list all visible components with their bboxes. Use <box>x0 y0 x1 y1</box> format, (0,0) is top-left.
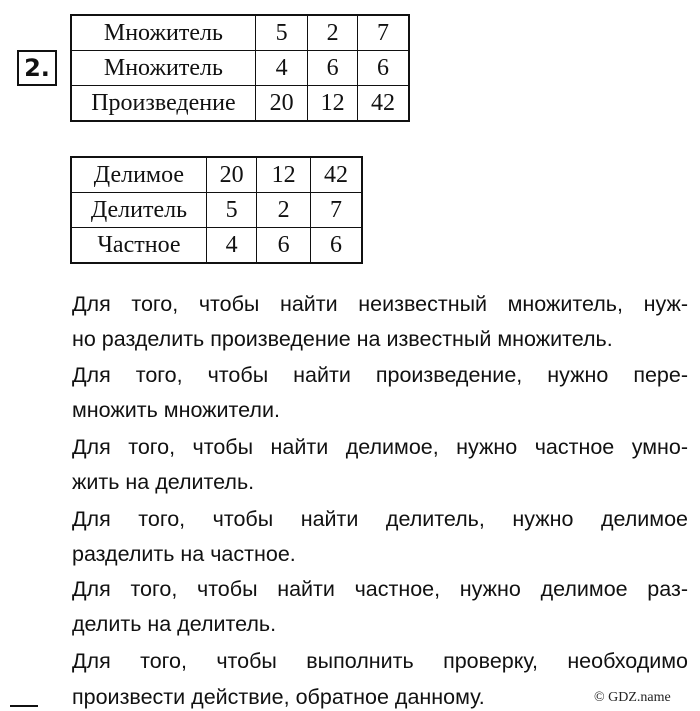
table-cell: 42 <box>357 86 409 122</box>
text-line: Для того, чтобы выполнить проверку, необходимо <box>72 649 688 673</box>
table-cell: 4 <box>206 228 257 264</box>
row-label: Множитель <box>71 15 255 51</box>
table-cell: 5 <box>206 193 257 228</box>
table-cell: 7 <box>357 15 409 51</box>
table-cell: 7 <box>310 193 362 228</box>
table-row <box>71 86 409 122</box>
table-cell: 6 <box>310 228 362 264</box>
table-cell: 4 <box>255 51 308 86</box>
table-cell: 5 <box>255 15 308 51</box>
row-label: Произведение <box>71 86 255 122</box>
text-line: множить множители. <box>72 398 280 422</box>
table-cell: 2 <box>257 193 311 228</box>
text-line: Для того, чтобы найти частное, нужно делимое раз- <box>72 577 688 601</box>
text-line: делить на делитель. <box>72 612 277 636</box>
row-label: Частное <box>71 228 206 264</box>
row-label: Делитель <box>71 193 206 228</box>
text-line: жить на делитель. <box>72 470 255 494</box>
table-row <box>71 15 409 51</box>
text-line: Для того, чтобы найти неизвестный множитель, нуж- <box>72 292 688 316</box>
text-line: Для того, чтобы найти произведение, нужно пере- <box>72 363 688 387</box>
table-cell: 6 <box>257 228 311 264</box>
multiplication-table <box>70 14 410 122</box>
text-line: Для того, чтобы найти делимое, нужно частное умно- <box>72 435 688 459</box>
table-cell: 2 <box>308 15 358 51</box>
margin-dash <box>10 705 38 707</box>
row-label: Делимое <box>71 157 206 193</box>
text-line: но разделить произведение на известный множитель. <box>72 327 613 351</box>
text-line: произвести действие, обратное данному. <box>72 685 485 709</box>
table-cell: 12 <box>308 86 358 122</box>
text-line: разделить на частное. <box>72 542 296 566</box>
table-cell: 20 <box>255 86 308 122</box>
table-cell: 12 <box>257 157 311 193</box>
table-row <box>71 228 362 264</box>
text-line: Для того, чтобы найти делитель, нужно делимое <box>72 507 688 531</box>
table-row <box>71 193 362 228</box>
exercise-number: 2. <box>17 50 57 86</box>
table-cell: 20 <box>206 157 257 193</box>
watermark: © GDZ.name <box>594 690 671 705</box>
table-cell: 6 <box>357 51 409 86</box>
division-table <box>70 156 363 264</box>
table-row <box>71 51 409 86</box>
row-label: Множитель <box>71 51 255 86</box>
table-cell: 6 <box>308 51 358 86</box>
table-row <box>71 157 362 193</box>
table-cell: 42 <box>310 157 362 193</box>
